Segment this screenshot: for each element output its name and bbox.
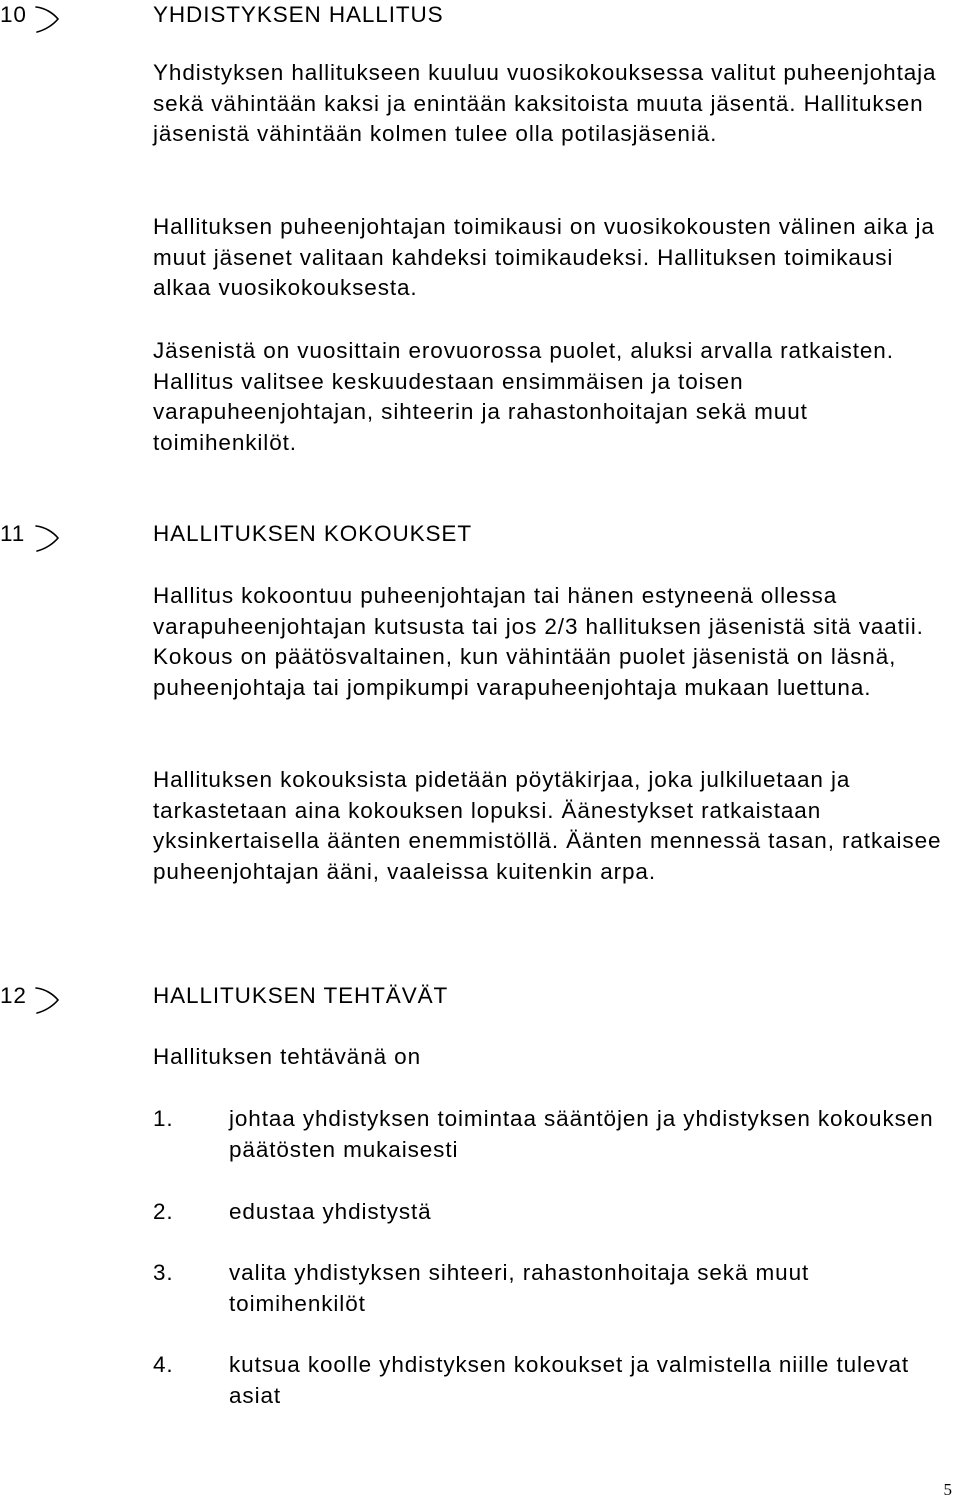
section-12-heading (0, 981, 940, 1011)
list-item-text: johtaa yhdistyksen toimintaa sääntöjen ja yhdistyksen kokouksen päätösten mukaisesti (229, 1106, 934, 1162)
section-11-paragraph-2: Hallituksen kokouksista pidetään pöytäkirjaa, joka julkiluetaan ja tarkastetaan aina kokouksen lopuksi. Äänestykset ratkaistaan yksinkertaisella äänten enemmistöllä. Äänten mennessä tasan, ratkaisee puheenjohtajan ääni, vaaleissa kuitenkin arpa. (153, 767, 942, 885)
list-item-text: edustaa yhdistystä (229, 1199, 432, 1224)
section-title: HALLITUKSEN KOKOUKSET (153, 521, 472, 546)
list-item-number: 1. (153, 1106, 174, 1131)
list-item-text: kutsua koolle yhdistyksen kokoukset ja valmistella niille tulevat asiat (229, 1352, 910, 1408)
list-item-text: valita yhdistyksen sihteeri, rahastonhoitaja sekä muut toimihenkilöt (229, 1260, 810, 1316)
list-item-number: 3. (153, 1260, 174, 1285)
section-10-paragraph-2: Hallituksen puheenjohtajan toimikausi on vuosikokousten välinen aika ja muut jäsenet valitaan kahdeksi toimikaudeksi. Hallituksen toimikausi alkaa vuosikokouksesta. (153, 214, 935, 301)
section-sign-icon (35, 4, 61, 34)
section-10-paragraph-3: Jäsenistä on vuosittain erovuorossa puolet, aluksi arvalla ratkaisten. Hallitus valitsee keskuudestaan ensimmäisen ja toisen varapuheenjohtajan, sihteerin ja rahastonhoitajan sekä muut toimihenkilöt. (153, 338, 894, 456)
section-10-paragraph-1: Yhdistyksen hallitukseen kuuluu vuosikokouksessa valitut puheenjohtaja sekä vähintään kaksi ja enintään kaksitoista muuta jäsentä. Hallituksen jäsenistä vähintään kolmen tulee olla potilasjäseniä. (153, 60, 937, 147)
section-number: 12 (0, 983, 27, 1008)
section-number: 10 (0, 2, 27, 27)
section-11-paragraph-1: Hallitus kokoontuu puheenjohtajan tai hänen estyneenä ollessa varapuheenjohtajan kutsusta tai jos 2/3 hallituksen jäsenistä sitä vaatii. Kokous on päätösvaltainen, kun vähintään puolet jäsenistä on läsnä, puheenjohtaja tai jompikumpi varapuheenjohtaja mukaan luettuna. (153, 583, 924, 701)
page-number: 5 (943, 1480, 952, 1499)
section-title: HALLITUKSEN TEHTÄVÄT (153, 983, 449, 1008)
section-sign-icon (35, 523, 61, 553)
list-item-number: 4. (153, 1352, 174, 1377)
list-item-number: 2. (153, 1199, 174, 1224)
section-number: 11 (0, 521, 26, 546)
section-10-heading (0, 0, 940, 30)
section-11-heading (0, 519, 940, 549)
section-title: YHDISTYKSEN HALLITUS (153, 2, 444, 27)
section-sign-icon (35, 985, 61, 1015)
section-12-intro: Hallituksen tehtävänä on (153, 1044, 422, 1069)
